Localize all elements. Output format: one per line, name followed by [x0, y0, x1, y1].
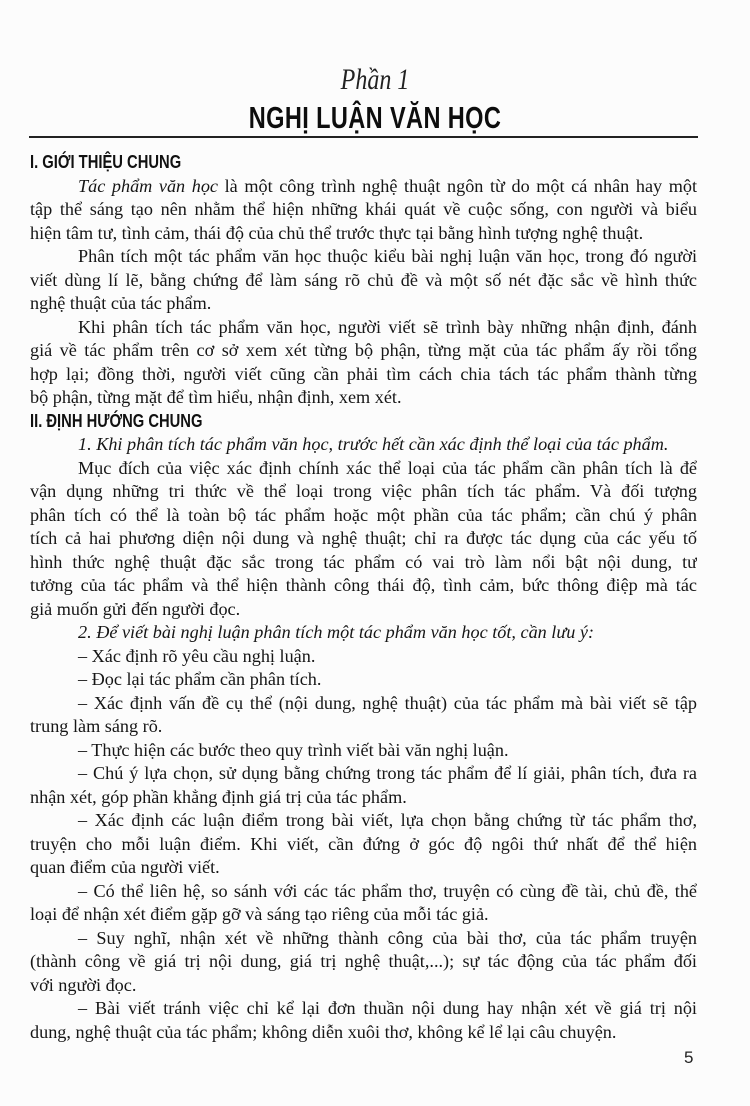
paragraph-line: nhận xét, góp phần khẳng định giá trị của tác phẩm.	[30, 786, 407, 807]
paragraph-line: hiện tâm tư, tình cảm, thái độ của chủ thể trước thực tại bằng hình tượng nghệ thuật.	[30, 222, 644, 243]
paragraph-line: hình thức nghệ thuật đặc sắc trong tác phẩm có vai trò làm nổi bật nội dung, tư	[30, 551, 697, 572]
paragraph-line: – Xác định các luận điểm trong bài viết, lựa chọn bằng chứng từ tác phẩm thơ,	[78, 810, 697, 830]
paragraph-line: – Bài viết tránh việc chỉ kể lại đơn thuần nội dung hay nhận xét về giá trị nội	[78, 998, 697, 1018]
paragraph-line: – Suy nghĩ, nhận xét về những thành công của bài thơ, của tác phẩm truyện	[78, 927, 697, 948]
section-heading: II. ĐỊNH HƯỚNG CHUNG	[30, 410, 203, 431]
part-label: Phần 1	[340, 63, 410, 96]
paragraph-line: dung, nghệ thuật của tác phẩm; không diễn xuôi thơ, không kể lể lại câu chuyện.	[30, 1021, 617, 1042]
paragraph-line: truyện cho mỗi luận điểm. Khi viết, cần đứng ở góc độ ngôi thứ nhất để thể hiện	[30, 833, 697, 854]
paragraph-line: hợp lại; đồng thời, người viết cũng cần phải tìm cách chia tách tác phẩm thành từng	[30, 363, 697, 384]
italic-text: 1. Khi phân tích tác phẩm văn học, trước hết cần xác định thể loại của tác phẩm.	[78, 434, 669, 454]
italic-text: 2. Để viết bài nghị luận phân tích một tác phẩm văn học tốt, cần lưu ý:	[78, 622, 595, 642]
paragraph-line: tích cả hai phương diện nội dung và nghệ thuật; chỉ ra được tác dụng của các yếu tố	[30, 528, 697, 548]
paragraph-line: Phân tích một tác phẩm văn học thuộc kiểu bài nghị luận văn học, trong đó người	[78, 246, 697, 266]
paragraph-line: quan điểm của người viết.	[30, 857, 220, 877]
paragraph-line: – Chú ý lựa chọn, sử dụng bằng chứng trong tác phẩm để lí giải, phân tích, đưa ra	[78, 763, 697, 783]
paragraph-line: Khi phân tích tác phẩm văn học, người viết sẽ trình bày những nhận định, đánh	[78, 316, 697, 337]
italic-text: Tác phẩm văn học	[78, 175, 219, 196]
title-divider	[29, 136, 698, 138]
paragraph-line: (thành công về giá trị nội dung, giá trị nghệ thuật,...); sự tác động của tác phẩm đối	[30, 951, 697, 971]
chapter-title: NGHỊ LUẬN VĂN HỌC	[248, 100, 502, 135]
paragraph-line: tưởng của tác phẩm và thể hiện thành công thái độ, tình cảm, bức thông điệp mà tác	[30, 575, 697, 595]
paragraph-line: viết dùng lí lẽ, bằng chứng để làm sáng rõ chủ đề và một số nét đặc sắc về hình thức	[30, 269, 697, 290]
paragraph-line: phân tích có thể là toàn bộ tác phẩm hoặc một phần của tác phẩm; cần chú ý phân	[30, 504, 697, 525]
paragraph-line: vận dụng những tri thức về thể loại trong việc phân tích tác phẩm. Và đối tượng	[30, 481, 697, 501]
paragraph-line	[30, 433, 697, 457]
paragraph-line: – Có thể liên hệ, so sánh với các tác phẩm thơ, truyện có cùng đề tài, chủ đề, thể	[78, 880, 697, 901]
paragraph-line: tập thể sáng tạo nên nhằm thể hiện những khái quát về cuộc sống, con người và biểu	[30, 199, 697, 219]
paragraph-line: – Xác định rõ yêu cầu nghị luận.	[78, 645, 316, 666]
body-text	[30, 151, 697, 1044]
paragraph-line: trung làm sáng rõ.	[30, 716, 163, 736]
paragraph-line: với người đọc.	[30, 974, 137, 995]
paragraph-line: – Thực hiện các bước theo quy trình viết bài văn nghị luận.	[78, 739, 509, 760]
paragraph-line: giá về tác phẩm trên cơ sở xem xét từng bộ phận, từng mặt của tác phẩm ấy rồi tổng	[30, 340, 697, 360]
paragraph-line	[30, 621, 697, 645]
paragraph-line: loại để nhận xét điểm gặp gỡ và sáng tạo riêng của mỗi tác giả.	[30, 904, 489, 924]
paragraph-line	[30, 175, 697, 199]
paragraph-line: Mục đích của việc xác định chính xác thể loại của tác phẩm cần phân tích là để	[78, 457, 697, 478]
section-heading: I. GIỚI THIỆU CHUNG	[30, 152, 182, 172]
page-number: 5	[684, 1048, 694, 1067]
paragraph-line: nghệ thuật của tác phẩm.	[30, 293, 212, 313]
paragraph-line: bộ phận, từng mặt để tìm hiểu, nhận định, xem xét.	[30, 387, 402, 407]
text: là một công trình nghệ thuật ngôn từ do một cá nhân hay một	[218, 175, 697, 196]
paragraph-line: giả muốn gửi đến người đọc.	[30, 598, 241, 619]
paragraph-line: – Đọc lại tác phẩm cần phân tích.	[78, 669, 322, 689]
paragraph-line: – Xác định vấn đề cụ thể (nội dung, nghệ thuật) của tác phẩm mà bài viết sẽ tập	[78, 692, 697, 713]
